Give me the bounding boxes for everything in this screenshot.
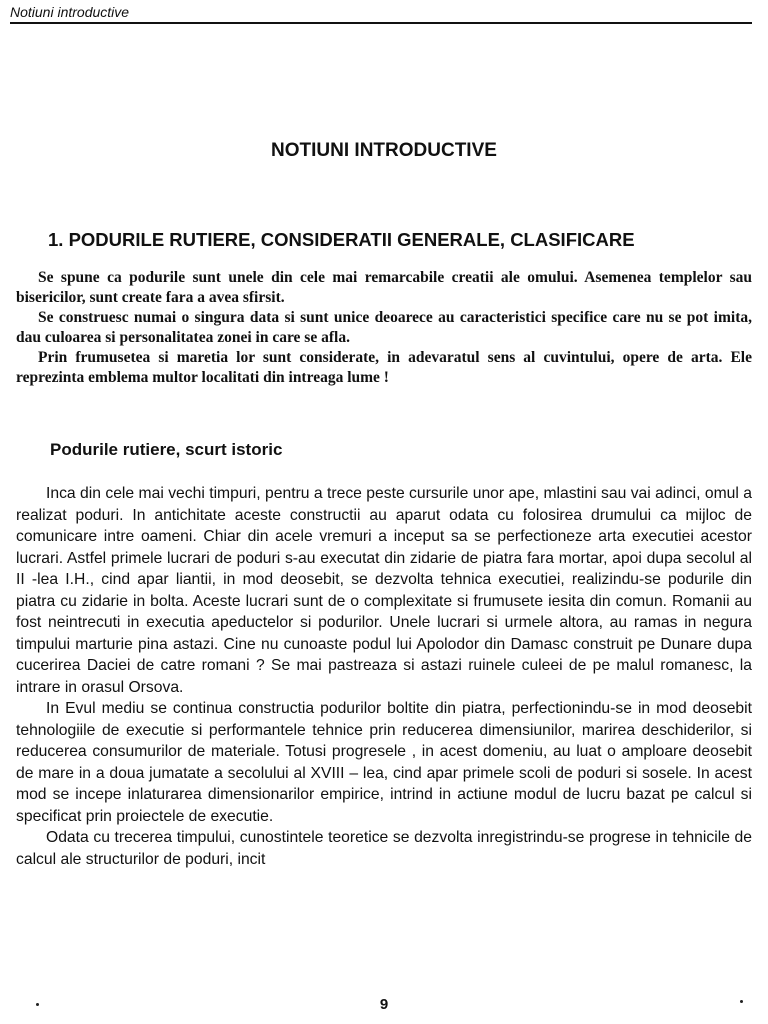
- intro-paragraph: Prin frumusetea si maretia lor sunt considerate, in adevaratul sens al cuvintului, opere de arta. Ele reprezinta emblema multor localitati din intreaga lume !: [16, 349, 752, 386]
- scan-speck: [36, 1003, 39, 1006]
- intro-paragraph: Se construesc numai o singura data si sunt unice deoarece au caracteristici specifice care nu se pot imita, dau culoarea si personalitatea zonei in care se afla.: [16, 309, 752, 346]
- subsection-heading: Podurile rutiere, scurt istoric: [50, 440, 283, 459]
- page-number: 9: [379, 996, 389, 1013]
- running-header: Notiuni introductive: [10, 4, 130, 20]
- page-title: NOTIUNI INTRODUCTIVE: [271, 140, 497, 161]
- body-paragraph: In Evul mediu se continua constructia podurilor boltite din piatra, perfectionindu-se in mod deosebit tehnologiile de executie si performantele tehnice prin reducerea dimensiunilor, marirea deschiderilor, si reducerea consumurilor de materiale. Totusi progresele , in acest domeniu, au luat o amploare deosebit de mare in a doua jumatate a secolului al XVIII – lea, cind apar primele scoli de poduri si sosele. In acest mod se incepe inlaturarea dimensionarilor empirice, intrind in actiune modul de lucru bazat pe calcul si specificat prin proiectele de executie.: [16, 700, 752, 825]
- body-text: [16, 483, 752, 870]
- header-rule: [10, 22, 752, 24]
- intro-paragraph: Se spune ca podurile sunt unele din cele mai remarcabile creatii ale omului. Asemenea templelor sau bisericilor, sunt create fara a avea sfirsit.: [16, 269, 752, 306]
- scan-speck: [740, 1000, 743, 1003]
- intro-block: [16, 268, 752, 388]
- body-paragraph: Inca din cele mai vechi timpuri, pentru a trece peste cursurile unor ape, mlastini sau vai adinci, omul a realizat poduri. In antichitate aceste constructii au aparut odata cu folosirea drumului ca mijloc de comunicare intre oameni. Chiar din acele vremuri a inceput sa se perfectioneze arta executiei acestor lucrari. Astfel primele lucrari de poduri s-au executat din zidarie de piatra fara mortar, apoi dupa secolul al II -lea I.H., cind apar liantii, in mod deosebit, se dezvolta tehnica executiei, realizindu-se podurile din piatra cu zidarie in bolta. Aceste lucrari sunt de o complexitate si frumusete iesita din comun. Romanii au fost neintrecuti in executia apeductelor si podurilor. Unele lucrari si urmele altora, au ramas in negura timpului marturie pina astazi. Cine nu cunoaste podul lui Apolodor din Damasc construit pe Dunare dupa cucerirea Daciei de catre romani ? Se mai pastreaza si astazi ruinele culeei de pe malul romanesc, la intrare in orasul Orsova.: [16, 485, 752, 696]
- body-paragraph: Odata cu trecerea timpului, cunostintele teoretice se dezvolta inregistrindu-se progrese in tehnicile de calcul ale structurilor de poduri, incit: [16, 829, 752, 868]
- section-heading: 1. PODURILE RUTIERE, CONSIDERATII GENERALE, CLASIFICARE: [48, 229, 635, 250]
